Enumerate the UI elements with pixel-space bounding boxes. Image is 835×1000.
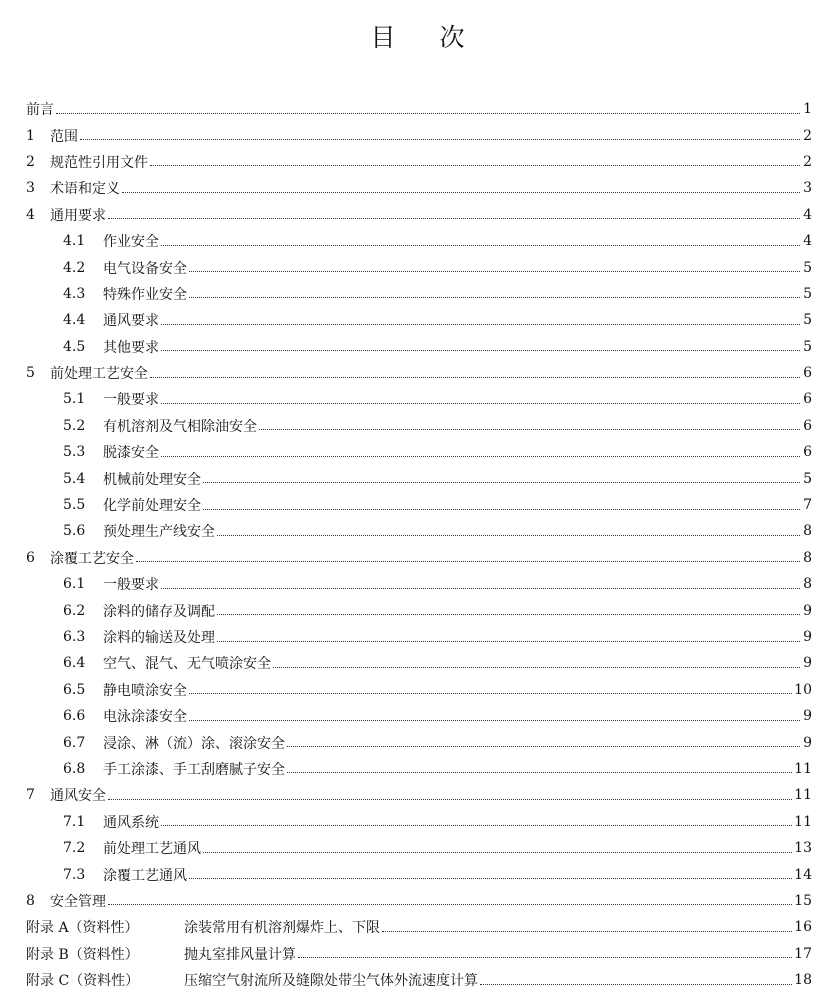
- toc-entry-number: 8: [26, 892, 35, 909]
- toc-entry[interactable]: [26, 439, 812, 465]
- toc-entry[interactable]: [26, 809, 812, 835]
- toc-entry-label: 特殊作业安全: [103, 286, 187, 303]
- dot-leader: [287, 758, 792, 773]
- toc-entry-label: 电泳涂漆安全: [103, 709, 187, 726]
- toc-entry-number: 6.2: [63, 602, 86, 619]
- dot-leader: [161, 574, 800, 589]
- toc-entry-number: 5: [26, 365, 35, 382]
- toc-entry[interactable]: [26, 571, 812, 597]
- toc-entry[interactable]: [26, 677, 812, 703]
- toc-entry-label: 有机溶剂及气相除油安全: [103, 418, 257, 435]
- toc-entry[interactable]: [26, 307, 812, 333]
- toc-entry-label: 一般要求: [103, 577, 159, 594]
- toc-entry[interactable]: [26, 967, 812, 993]
- toc-entry[interactable]: [26, 122, 812, 148]
- toc-entry-label: 抛丸室排风量计算: [184, 946, 296, 963]
- toc-entry-label: 通风安全: [50, 788, 106, 805]
- toc-entry-page-number: 15: [794, 892, 812, 909]
- toc-entry-label: 手工涂漆、手工刮磨腻子安全: [103, 761, 285, 778]
- toc-entry-number: 6: [26, 549, 35, 566]
- dot-leader: [480, 970, 792, 985]
- toc-entry[interactable]: [26, 729, 812, 755]
- toc-entry-number: 2: [26, 153, 35, 170]
- toc-entry-page-number: 16: [794, 919, 812, 936]
- toc-entry[interactable]: [26, 835, 812, 861]
- toc-entry-label: 脱漆安全: [103, 445, 159, 462]
- toc-entry-number: 3: [26, 180, 35, 197]
- dot-leader: [161, 389, 800, 404]
- toc-entry-label: 涂覆工艺安全: [50, 550, 134, 567]
- toc-entry-label: 空气、混气、无气喷涂安全: [103, 656, 271, 673]
- toc-entry[interactable]: [26, 703, 812, 729]
- toc-entry-page-number: 6: [803, 417, 812, 434]
- dot-leader: [122, 178, 800, 193]
- toc-entry-number: 4.1: [63, 233, 86, 250]
- toc-entry-label: 其他要求: [103, 339, 159, 356]
- dot-leader: [382, 917, 792, 932]
- dot-leader: [287, 732, 800, 747]
- dot-leader: [108, 785, 792, 800]
- toc-entry-page-number: 1: [803, 101, 812, 118]
- toc-entry-page-number: 4: [803, 206, 812, 223]
- toc-entry[interactable]: [26, 861, 812, 887]
- toc-entry-label: 一般要求: [103, 392, 159, 409]
- toc-entry[interactable]: [26, 413, 812, 439]
- dot-leader: [189, 257, 800, 272]
- toc-entry-label: 预处理生产线安全: [103, 524, 215, 541]
- toc-entry[interactable]: [26, 888, 812, 914]
- dot-leader: [298, 943, 792, 958]
- toc-entry-label: 术语和定义: [50, 181, 120, 198]
- toc-entry-label: 通风系统: [103, 814, 159, 831]
- toc-entry-page-number: 9: [803, 708, 812, 725]
- dot-leader: [80, 125, 800, 140]
- dot-leader: [189, 864, 792, 879]
- dot-leader: [217, 521, 800, 536]
- dot-leader: [273, 653, 800, 668]
- toc-entry-number: 4.2: [63, 259, 86, 276]
- toc-entry[interactable]: [26, 597, 812, 623]
- dot-leader: [108, 204, 800, 219]
- dot-leader: [203, 838, 792, 853]
- dot-leader: [189, 679, 792, 694]
- toc-entry-page-number: 11: [794, 813, 812, 830]
- dot-leader: [203, 468, 800, 483]
- toc-entry-label: 涂装常用有机溶剂爆炸上、下限: [184, 920, 380, 937]
- toc-entry-number: 6.6: [63, 708, 86, 725]
- toc-entry-number: 6.5: [63, 681, 86, 698]
- toc-entry-page-number: 5: [803, 338, 812, 355]
- toc-entry-label: 电气设备安全: [103, 260, 187, 277]
- toc-entry-label: 安全管理: [50, 893, 106, 910]
- toc-entry-number: 7.2: [63, 840, 86, 857]
- toc-entry-page-number: 2: [803, 127, 812, 144]
- toc-entry[interactable]: [26, 334, 812, 360]
- toc-entry-label: 浸涂、淋（流）涂、滚涂安全: [103, 735, 285, 752]
- toc-entry-number: 6.8: [63, 760, 86, 777]
- toc-entry-label: 通风要求: [103, 313, 159, 330]
- toc-entry[interactable]: [26, 914, 812, 940]
- toc-entry-page-number: 8: [803, 549, 812, 566]
- dot-leader: [161, 442, 800, 457]
- toc-entry-page-number: 8: [803, 576, 812, 593]
- toc-entry-number: 附录 A（资料性）: [26, 920, 139, 937]
- toc-entry-page-number: 14: [794, 866, 812, 883]
- toc-entry[interactable]: [26, 96, 812, 122]
- toc-entry-page-number: 6: [803, 365, 812, 382]
- toc-entry-label: 前处理工艺安全: [50, 366, 148, 383]
- toc-entry-page-number: 9: [803, 602, 812, 619]
- toc-entry-number: 4.3: [63, 285, 86, 302]
- toc-entry-label: 机械前处理安全: [103, 471, 201, 488]
- dot-leader: [136, 547, 800, 562]
- toc-entry-number: 5.4: [63, 470, 86, 487]
- toc-entry-page-number: 2: [803, 153, 812, 170]
- toc-entry[interactable]: [26, 518, 812, 544]
- table-of-contents: [26, 96, 812, 993]
- dot-leader: [150, 151, 800, 166]
- toc-entry-page-number: 7: [803, 497, 812, 514]
- toc-entry-number: 5.3: [63, 444, 86, 461]
- toc-entry[interactable]: [26, 386, 812, 412]
- toc-entry-page-number: 9: [803, 734, 812, 751]
- toc-entry-page-number: 5: [803, 312, 812, 329]
- toc-entry[interactable]: [26, 756, 812, 782]
- toc-entry[interactable]: [26, 782, 812, 808]
- toc-entry-number: 4: [26, 206, 35, 223]
- toc-entry-number: 5.2: [63, 417, 86, 434]
- dot-leader: [161, 336, 800, 351]
- dot-leader: [203, 495, 800, 510]
- dot-leader: [217, 627, 800, 642]
- toc-entry-page-number: 17: [794, 945, 812, 962]
- toc-entry-label: 通用要求: [50, 207, 106, 224]
- toc-entry[interactable]: [26, 545, 812, 571]
- toc-entry-label: 涂料的输送及处理: [103, 630, 215, 646]
- toc-entry-page-number: 9: [803, 629, 812, 645]
- toc-entry[interactable]: [26, 360, 812, 386]
- toc-entry-label: 前言: [26, 102, 54, 119]
- toc-entry-label: 涂覆工艺通风: [103, 867, 187, 884]
- toc-entry-page-number: 6: [803, 444, 812, 461]
- dot-leader: [150, 363, 800, 378]
- toc-entry-page-number: 6: [803, 391, 812, 408]
- toc-entry-number: 5.6: [63, 523, 86, 540]
- dot-leader: [189, 283, 800, 298]
- toc-entry-number: 6.1: [63, 576, 86, 593]
- page-title: 目 次: [370, 23, 483, 52]
- toc-entry[interactable]: [26, 624, 812, 650]
- toc-entry[interactable]: [26, 175, 812, 201]
- toc-entry-page-number: 11: [794, 787, 812, 804]
- toc-entry-label: 范围: [50, 128, 78, 145]
- toc-entry[interactable]: [26, 202, 812, 228]
- toc-entry-number: 1: [26, 127, 35, 144]
- dot-leader: [161, 231, 800, 246]
- toc-entry-number: 附录 B（资料性）: [26, 946, 139, 963]
- toc-entry-page-number: 3: [803, 180, 812, 197]
- toc-entry[interactable]: [26, 492, 812, 518]
- toc-entry-number: 6.4: [63, 655, 86, 672]
- toc-entry-label: 涂料的储存及调配: [103, 603, 215, 620]
- dot-leader: [217, 600, 800, 615]
- toc-entry-page-number: 11: [794, 760, 812, 777]
- toc-entry-number: 4.4: [63, 312, 86, 329]
- dot-leader: [56, 99, 800, 114]
- toc-entry-page-number: 18: [794, 972, 812, 989]
- dot-leader: [161, 811, 792, 826]
- toc-entry-page-number: 4: [803, 233, 812, 250]
- toc-entry-number: 5.1: [63, 391, 86, 408]
- toc-entry-label: 作业安全: [103, 234, 159, 251]
- toc-entry-number: 4.5: [63, 338, 86, 355]
- toc-entry-page-number: 8: [803, 523, 812, 540]
- toc-entry-label: 压缩空气射流所及缝隙处带尘气体外流速度计算: [184, 973, 478, 990]
- toc-entry-page-number: 13: [794, 840, 812, 857]
- dot-leader: [108, 890, 792, 905]
- toc-entry-page-number: 10: [794, 681, 812, 698]
- toc-entry-number: 7: [26, 787, 35, 804]
- dot-leader: [161, 310, 800, 325]
- toc-entry-page-number: 5: [803, 470, 812, 487]
- toc-entry-label: 静电喷涂安全: [103, 682, 187, 699]
- dot-leader: [259, 415, 800, 430]
- toc-entry[interactable]: [26, 650, 812, 676]
- toc-entry[interactable]: [26, 149, 812, 175]
- toc-entry[interactable]: [26, 228, 812, 254]
- toc-entry-number: 6.3: [63, 629, 86, 645]
- toc-entry-label: 前处理工艺通风: [103, 841, 201, 858]
- toc-entry-page-number: 5: [803, 285, 812, 302]
- toc-entry-number: 6.7: [63, 734, 86, 751]
- toc-entry[interactable]: [26, 465, 812, 491]
- toc-entry[interactable]: [26, 281, 812, 307]
- toc-entry-label: 化学前处理安全: [103, 498, 201, 515]
- toc-entry-label: 规范性引用文件: [50, 154, 148, 171]
- toc-entry-number: 附录 C（资料性）: [26, 973, 140, 990]
- toc-entry[interactable]: [26, 941, 812, 967]
- toc-entry-number: 7.1: [63, 813, 86, 830]
- toc-entry-number: 7.3: [63, 866, 86, 883]
- toc-entry-number: 5.5: [63, 497, 86, 514]
- toc-entry-page-number: 5: [803, 259, 812, 276]
- dot-leader: [189, 706, 800, 721]
- toc-entry[interactable]: [26, 254, 812, 280]
- toc-entry-page-number: 9: [803, 655, 812, 672]
